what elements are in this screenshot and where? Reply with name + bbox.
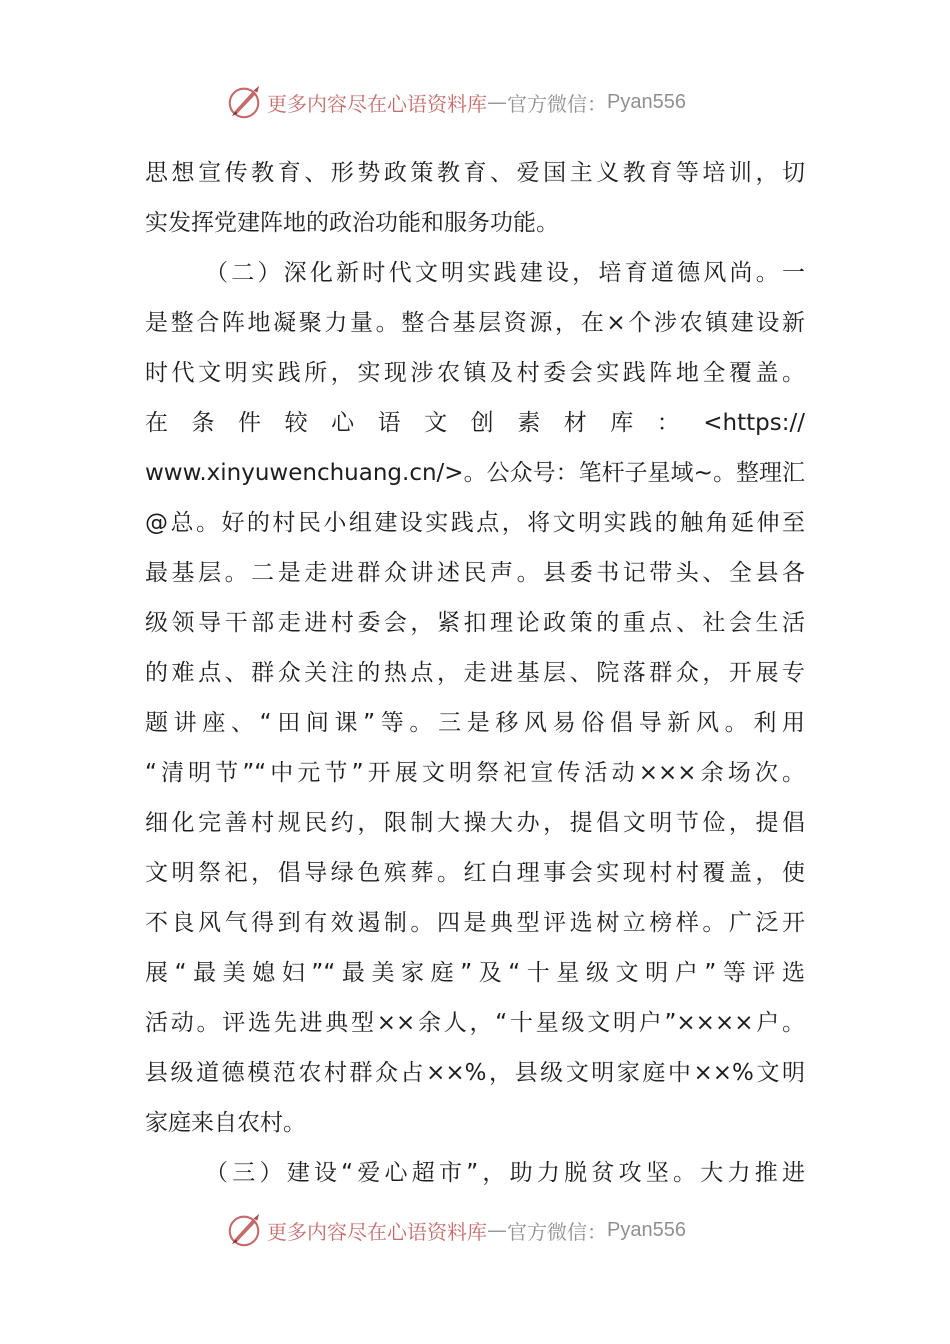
footer-banner [225, 1210, 686, 1250]
text-line: 题讲座、“田间课”等。三是移风易俗倡导新风。利用 [145, 710, 805, 736]
text-line: www.xinyuwenchuang.cn/>。公众号：笔杆子星域~。整理汇 [145, 460, 805, 486]
quill-pen-logo-icon [225, 83, 263, 121]
text-line: 级领导干部走进村委会，紧扣理论政策的重点、社会生活 [145, 610, 805, 636]
banner-separator: — [487, 90, 507, 114]
wechat-id: Pyan556 [607, 1218, 686, 1241]
section-heading-line: （三）建设“爱心超市”，助力脱贫攻坚。大力推进 [205, 1160, 805, 1186]
text-line: 是整合阵地凝聚力量。整合基层资源，在×个涉农镇建设新 [145, 310, 805, 336]
text-line: @总。好的村民小组建设实践点，将文明实践的触角延伸至 [145, 510, 805, 536]
text-line: 思想宣传教育、形势政策教育、爱国主义教育等培训，切 [145, 160, 805, 186]
site-label: 更多内容尽在心语资料库 [267, 91, 487, 116]
banner-separator: — [487, 1218, 507, 1242]
text-line: 细化完善村规民约，限制大操大办，提倡文明节俭，提倡 [145, 810, 805, 836]
text-line: 活动。评选先进典型××余人，“十星级文明户”××××户。 [145, 1010, 805, 1036]
text-line: 实发挥党建阵地的政治功能和服务功能。 [145, 210, 559, 236]
text-line: 时代文明实践所，实现涉农镇及村委会实践阵地全覆盖。 [145, 360, 805, 386]
official-label: 官方微信： [507, 1219, 607, 1244]
text-line: 最基层。二是走进群众讲述民声。县委书记带头、全县各 [145, 560, 805, 586]
quill-pen-logo-icon [225, 1211, 263, 1249]
text-line: 展“最美媳妇”“最美家庭”及“十星级文明户”等评选 [145, 960, 805, 986]
header-banner [225, 82, 686, 122]
site-label: 更多内容尽在心语资料库 [267, 1219, 487, 1244]
official-label: 官方微信： [507, 91, 607, 116]
text-line: 不良风气得到有效遏制。四是典型评选树立榜样。广泛开 [145, 910, 805, 936]
section-heading-line: （二）深化新时代文明实践建设，培育道德风尚。一 [205, 260, 805, 286]
text-line: 文明祭祀，倡导绿色殡葬。红白理事会实现村村覆盖，使 [145, 860, 805, 886]
text-line: 县级道德模范农村群众占××%，县级文明家庭中××%文明 [145, 1060, 805, 1086]
wechat-id: Pyan556 [607, 90, 686, 113]
text-line: 家庭来自农村。 [145, 1110, 306, 1136]
text-line: “清明节”“中元节”开展文明祭祀宣传活动×××余场次。 [145, 760, 805, 786]
body-text [145, 148, 805, 1198]
text-line: 在条件较心语文创素材库：<https:// [145, 410, 805, 436]
text-line: 的难点、群众关注的热点，走进基层、院落群众，开展专 [145, 660, 805, 686]
